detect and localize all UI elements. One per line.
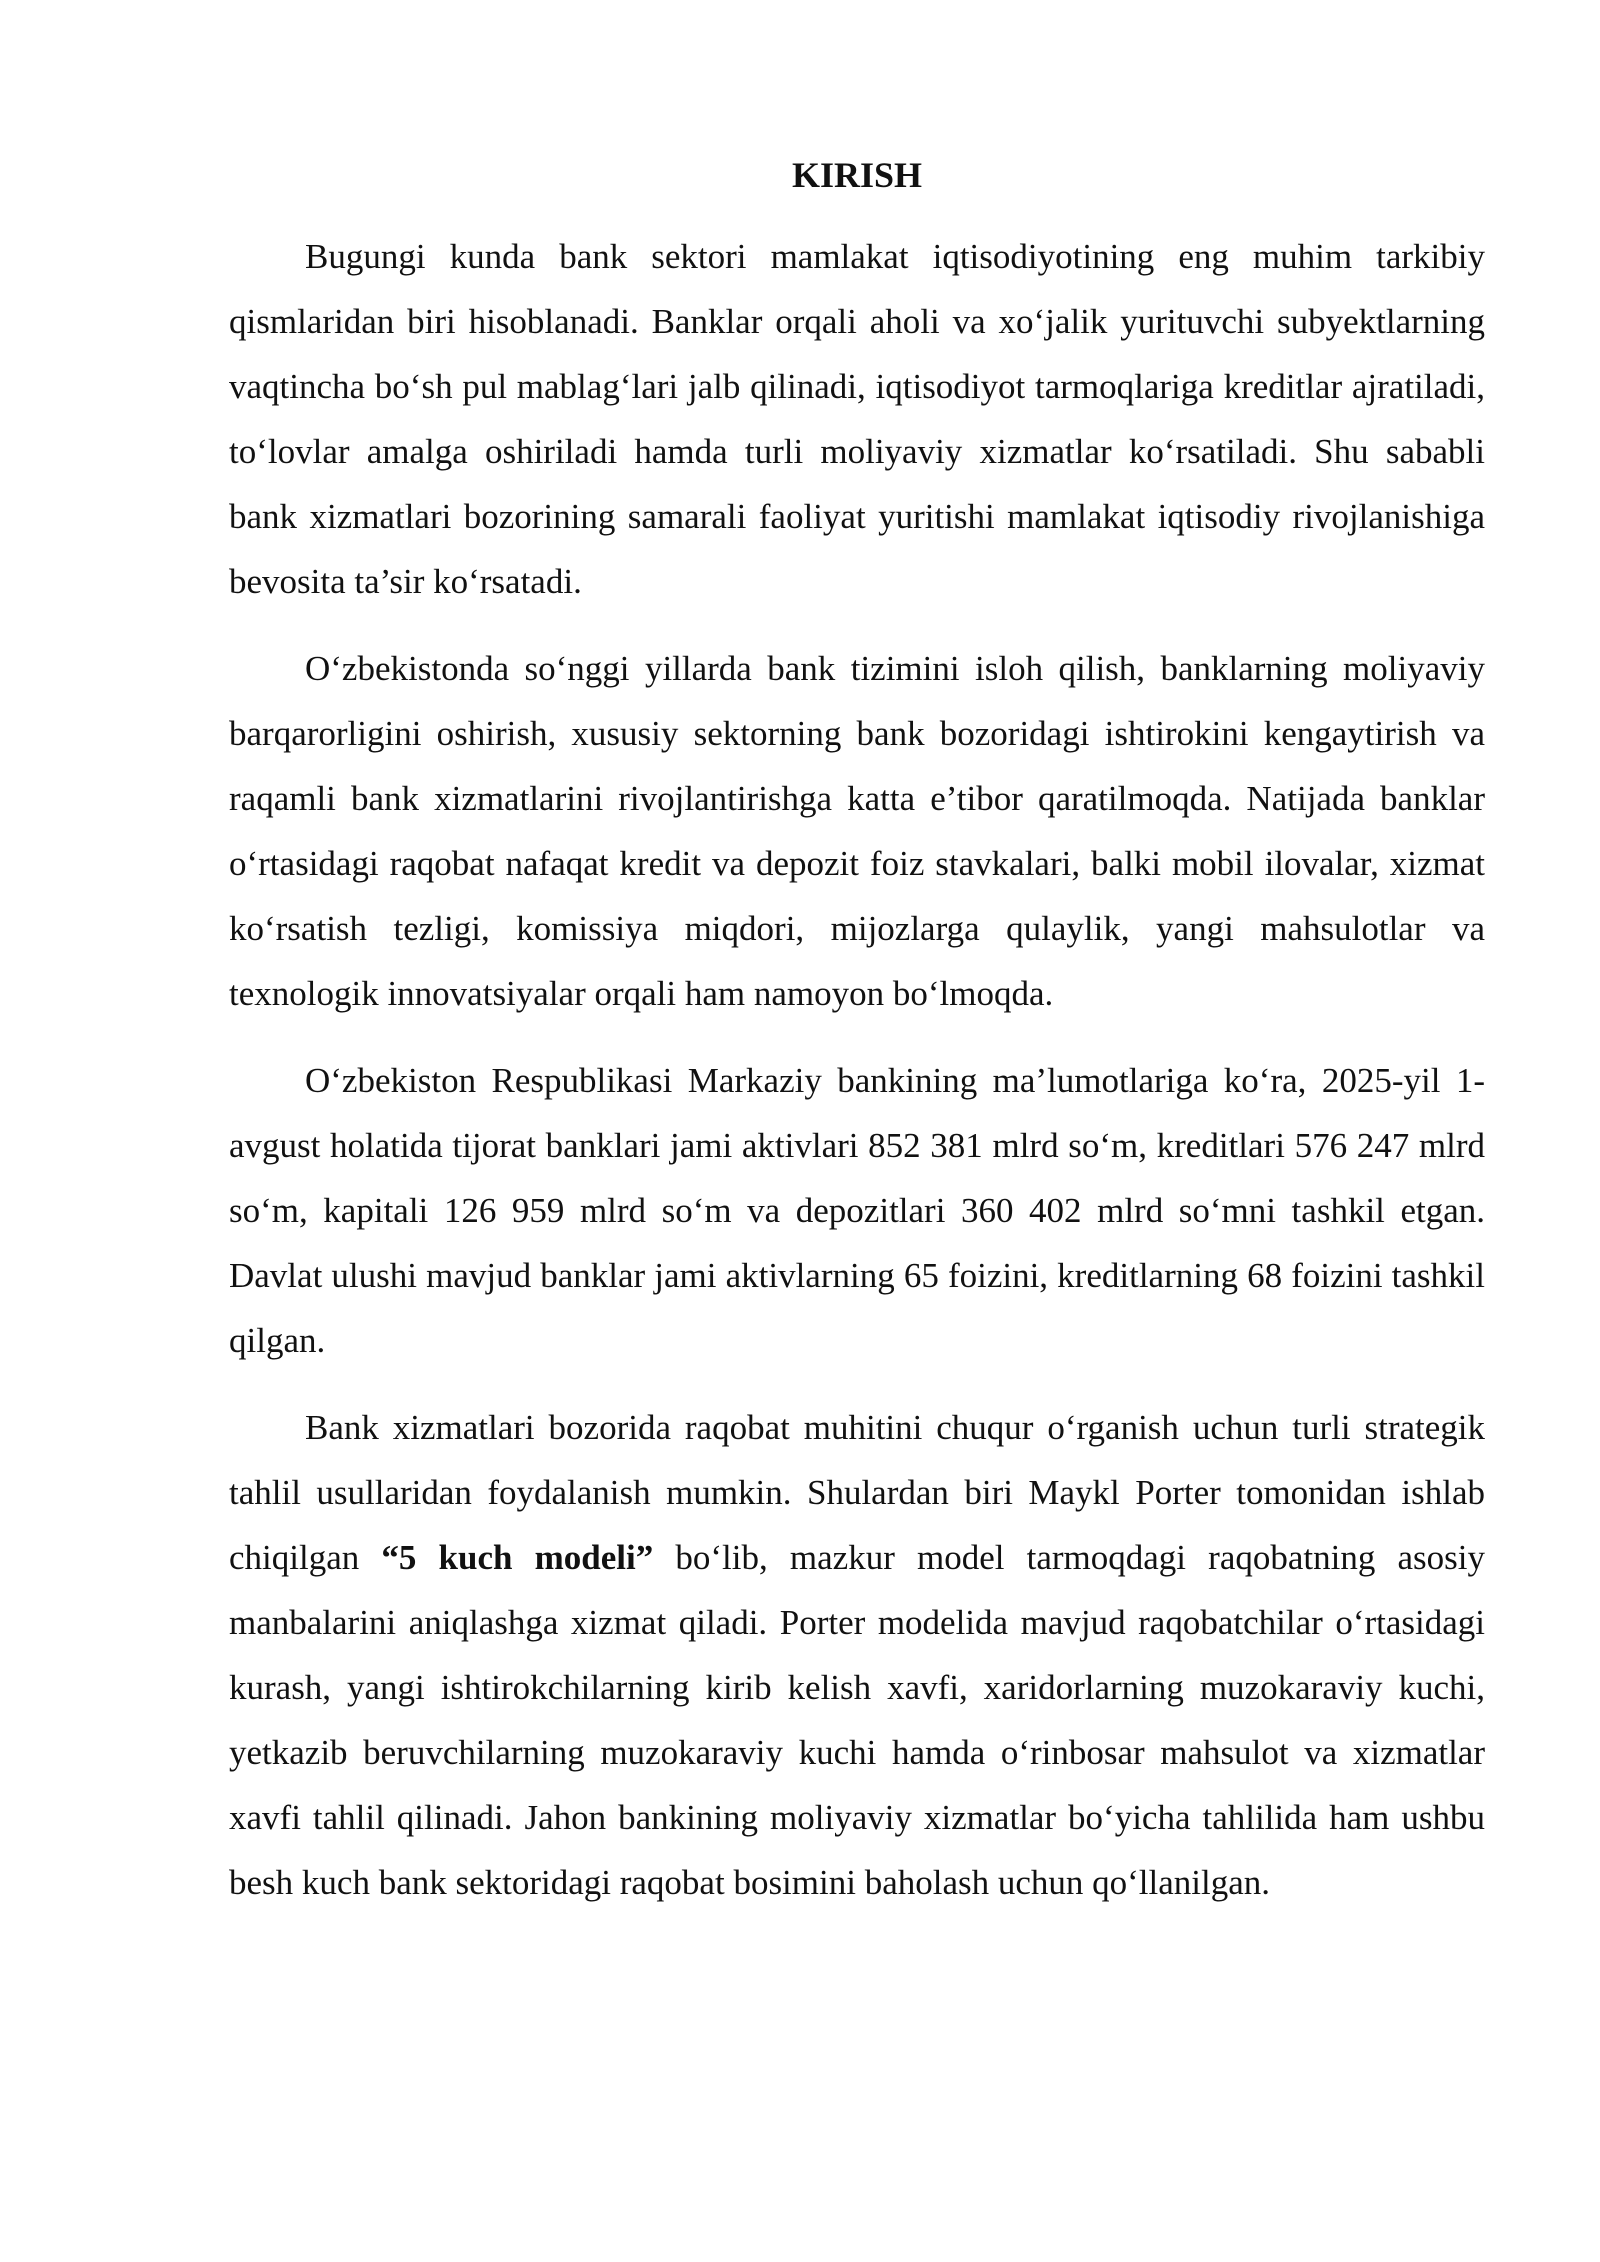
section-title: KIRISH [791,155,923,195]
paragraph-4 [229,1395,1485,1915]
paragraph-1: Bugungi kunda bank sektori mamlakat iqtisodiyotining eng muhim tarkibiy qismlaridan biri hisoblanadi. Banklar orqali aholi va xo‘jalik yurituvchi subyektlarning vaqtincha bo‘sh pul mablag‘lari jalb qilinadi, iqtisodiyot tarmoqlariga kreditlar ajratiladi, to‘lovlar amalga oshiriladi hamda turli moliyaviy xizmatlar ko‘rsatiladi. Shu sababli bank xizmatlari bozorining samarali faoliyat yuritishi mamlakat iqtisodiy rivojlanishiga bevosita ta’sir ko‘rsatadi. [229,237,1485,601]
paragraph-4-text-before: Bank xizmatlari bozorida raqobat muhitini chuqur o‘rganish uchun turli strategik tahlil usullaridan foydalanish mumkin. Shulardan biri Maykl Porter tomonidan ishlab chiqilgan [229,1408,1485,1577]
paragraph-3: O‘zbekiston Respublikasi Markaziy bankining ma’lumotlariga ko‘ra, 2025-yil 1-avgust holatida tijorat banklari jami aktivlari 852 381 mlrd so‘m, kreditlari 576 247 mlrd so‘m, kapitali 126 959 mlrd so‘m va depozitlari 360 402 mlrd so‘mni tashkil etgan. Davlat ulushi mavjud banklar jami aktivlarning 65 foizini, kreditlarning 68 foizini tashkil qilgan. [229,1061,1485,1360]
paragraph-2: O‘zbekistonda so‘nggi yillarda bank tizimini isloh qilish, banklarning moliyaviy barqarorligini oshirish, xususiy sektorning bank bozoridagi ishtirokini kengaytirish va raqamli bank xizmatlarini rivojlantirishga katta e’tibor qaratilmoqda. Natijada banklar o‘rtasidagi raqobat nafaqat kredit va depozit foiz stavkalari, balki mobil ilovalar, xizmat ko‘rsatish tezligi, komissiya miqdori, mijozlarga qulaylik, yangi mahsulotlar va texnologik innovatsiyalar orqali ham namoyon bo‘lmoqda. [229,649,1485,1013]
document-body [229,146,1485,1937]
paragraph-4-text-after: bo‘lib, mazkur model tarmoqdagi raqobatning asosiy manbalarini aniqlashga xizmat qiladi. Porter modelida mavjud raqobatchilar o‘rtasidagi kurash, yangi ishtirokchilarning kirib kelish xavfi, xaridorlarning muzokaraviy kuchi, yetkazib beruvchilarning muzokaraviy kuchi hamda o‘rinbosar mahsulot va xizmatlar xavfi tahlil qilinadi. Jahon bankining moliyaviy xizmatlar bo‘yicha tahlilida ham ushbu besh kuch bank sektoridagi raqobat bosimini baholash uchun qo‘llanilgan. [229,1538,1486,1902]
model-name-bold: “5 kuch modeli” [381,1538,654,1577]
